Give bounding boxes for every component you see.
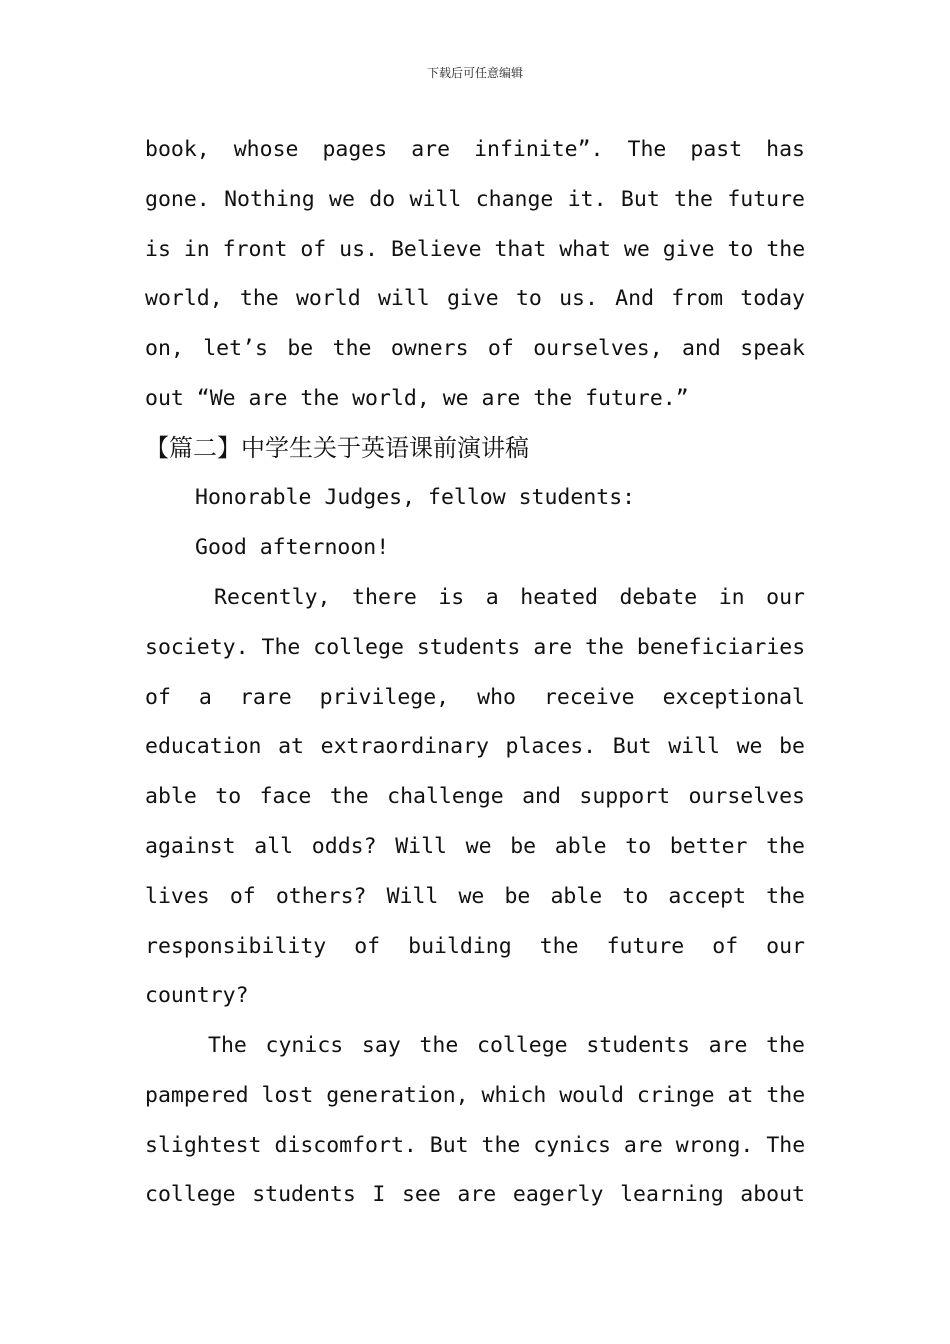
paragraph-line: lives of others? Will we be able to accept the bbox=[145, 884, 805, 909]
paragraph-line: is in front of us. Believe that what we give to the bbox=[145, 237, 806, 262]
paragraph-line: slightest discomfort. But the cynics are wrong. The bbox=[145, 1133, 806, 1158]
paragraph-line: country? bbox=[145, 983, 249, 1008]
paragraph-line: society. The college students are the beneficiaries bbox=[145, 635, 806, 660]
page-header: 下载后可任意编辑 bbox=[426, 66, 523, 80]
paragraph-line: college students I see are eagerly learning about bbox=[145, 1182, 805, 1207]
paragraph-line: on, let’s be the owners of ourselves, and speak bbox=[145, 336, 805, 361]
paragraph-line: out “We are the world, we are the future.” bbox=[145, 386, 689, 411]
paragraph-line: against all odds? Will we be able to better the bbox=[145, 834, 805, 859]
greeting: Good afternoon! bbox=[195, 535, 390, 560]
paragraph-line: of a rare privilege, who receive exceptional bbox=[145, 685, 805, 710]
paragraph-line: book, whose pages are infinite”. The past has bbox=[145, 137, 805, 162]
paragraph-line: education at extraordinary places. But will we be bbox=[145, 734, 805, 759]
salutation: Honorable Judges, fellow students: bbox=[195, 485, 636, 510]
paragraph-line: world, the world will give to us. And from today bbox=[145, 286, 805, 311]
paragraph-line: responsibility of building the future of our bbox=[145, 934, 805, 959]
paragraph-line: able to face the challenge and support ourselves bbox=[145, 784, 805, 809]
paragraph-line: gone. Nothing we do will change it. But the future bbox=[145, 187, 805, 212]
paragraph-line: The cynics say the college students are the bbox=[208, 1033, 805, 1058]
paragraph-line: pampered lost generation, which would cringe at the bbox=[145, 1083, 806, 1108]
section-title: 【篇二】中学生关于英语课前演讲稿 bbox=[145, 434, 529, 462]
paragraph-line: Recently, there is a heated debate in our bbox=[214, 585, 805, 610]
